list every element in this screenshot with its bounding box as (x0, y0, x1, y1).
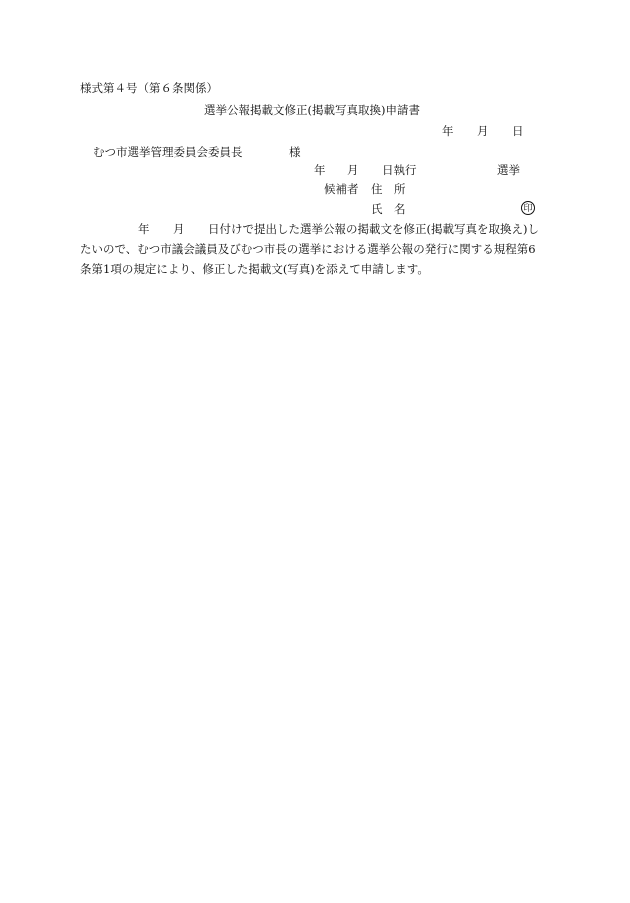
election-day-executed: 日執行 (382, 163, 417, 177)
body-line-1: 日付けで提出した選挙公報の掲載文を修正(掲載写真を取換え)し (208, 222, 539, 236)
candidate-name-label: 氏 名 (371, 202, 406, 216)
addressee-name: むつ市選挙管理委員会委員長 (93, 145, 243, 159)
election-type: 選挙 (497, 163, 520, 177)
seal-mark: 印 (521, 201, 535, 215)
candidate-label: 候補者 (324, 182, 359, 196)
body-year: 年 (138, 222, 150, 236)
date-day: 日 (512, 124, 524, 138)
form-number: 様式第４号（第６条関係） (80, 81, 218, 95)
candidate-address-label: 住 所 (371, 182, 406, 196)
election-month: 月 (347, 163, 359, 177)
date-month: 月 (477, 124, 489, 138)
body-line-3: 条第1項の規定により、修正した掲載文(写真)を添えて申請します。 (80, 262, 429, 276)
body-month: 月 (173, 222, 185, 236)
document-title: 選挙公報掲載文修正(掲載写真取換)申請書 (204, 103, 420, 117)
date-year: 年 (442, 124, 454, 138)
addressee-honorific: 様 (289, 145, 301, 159)
body-line-2: たいので、むつ市議会議員及びむつ市長の選挙における選挙公報の発行に関する規程第6 (80, 242, 536, 256)
election-year: 年 (314, 163, 326, 177)
